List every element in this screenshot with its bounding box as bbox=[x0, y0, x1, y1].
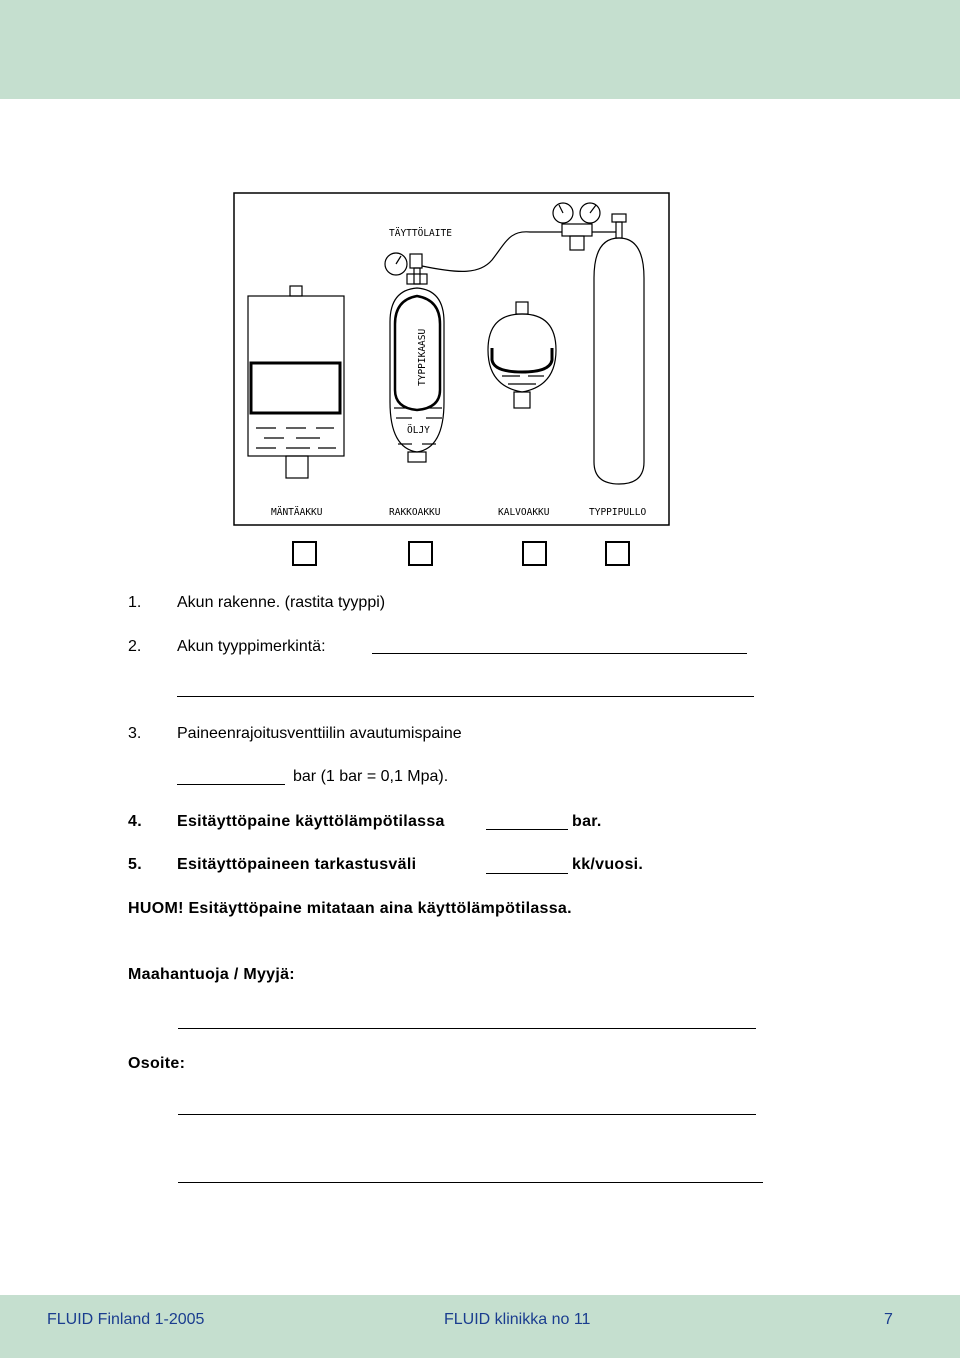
checkbox-diaphragm-accumulator[interactable] bbox=[522, 541, 547, 566]
address-answer-line-1[interactable] bbox=[178, 1114, 756, 1115]
q5-unit: kk/vuosi. bbox=[572, 856, 644, 873]
checkbox-piston-accumulator[interactable] bbox=[292, 541, 317, 566]
label-piston-accumulator: MÄNTÄAKKU bbox=[271, 507, 323, 518]
footer-page-number: 7 bbox=[884, 1311, 893, 1328]
footer-section: FLUID klinikka no 11 bbox=[444, 1311, 591, 1328]
label-filling-device: TÄYTTÖLAITE bbox=[389, 228, 452, 239]
address-answer-line-2[interactable] bbox=[178, 1182, 763, 1183]
q3-answer-line[interactable] bbox=[177, 784, 285, 785]
importer-answer-line[interactable] bbox=[178, 1028, 756, 1029]
q4-number: 4. bbox=[128, 813, 142, 830]
accumulator-diagram bbox=[230, 190, 672, 530]
label-nitrogen-bottle: TYPPIPULLO bbox=[589, 507, 647, 518]
piston-accumulator-drawing bbox=[248, 286, 344, 478]
label-nitrogen-gas: TYPPIKAASU bbox=[417, 328, 428, 386]
nitrogen-bottle-drawing bbox=[553, 203, 644, 484]
footer-publication: FLUID Finland 1-2005 bbox=[47, 1311, 205, 1328]
header-band bbox=[0, 0, 960, 99]
q3-number: 3. bbox=[128, 725, 142, 742]
q2-answer-line-2[interactable] bbox=[177, 696, 754, 697]
q3-unit-text: bar (1 bar = 0,1 Mpa). bbox=[293, 768, 449, 785]
q1-text: Akun rakenne. (rastita tyyppi) bbox=[177, 594, 386, 611]
checkbox-bladder-accumulator[interactable] bbox=[408, 541, 433, 566]
q2-text: Akun tyyppimerkintä: bbox=[177, 638, 326, 655]
q2-answer-line[interactable] bbox=[372, 653, 747, 654]
address-label: Osoite: bbox=[128, 1055, 186, 1072]
q4-unit: bar. bbox=[572, 813, 602, 830]
importer-label: Maahantuoja / Myyjä: bbox=[128, 966, 295, 983]
q3-text: Paineenrajoitusventtiilin avautumispaine bbox=[177, 725, 462, 742]
q5-number: 5. bbox=[128, 856, 142, 873]
diaphragm-accumulator-drawing bbox=[488, 302, 556, 408]
label-oil: ÖLJY bbox=[407, 425, 430, 436]
q2-number: 2. bbox=[128, 638, 142, 655]
q4-text: Esitäyttöpaine käyttölämpötilassa bbox=[177, 813, 445, 830]
q5-text: Esitäyttöpaineen tarkastusväli bbox=[177, 856, 417, 873]
label-bladder-accumulator: RAKKOAKKU bbox=[389, 507, 441, 518]
note-text: HUOM! Esitäyttöpaine mitataan aina käyttölämpötilassa. bbox=[128, 900, 572, 917]
q5-answer-line[interactable] bbox=[486, 873, 568, 874]
q4-answer-line[interactable] bbox=[486, 829, 568, 830]
q1-number: 1. bbox=[128, 594, 142, 611]
checkbox-nitrogen-bottle[interactable] bbox=[605, 541, 630, 566]
label-diaphragm-accumulator: KALVOAKKU bbox=[498, 507, 550, 518]
